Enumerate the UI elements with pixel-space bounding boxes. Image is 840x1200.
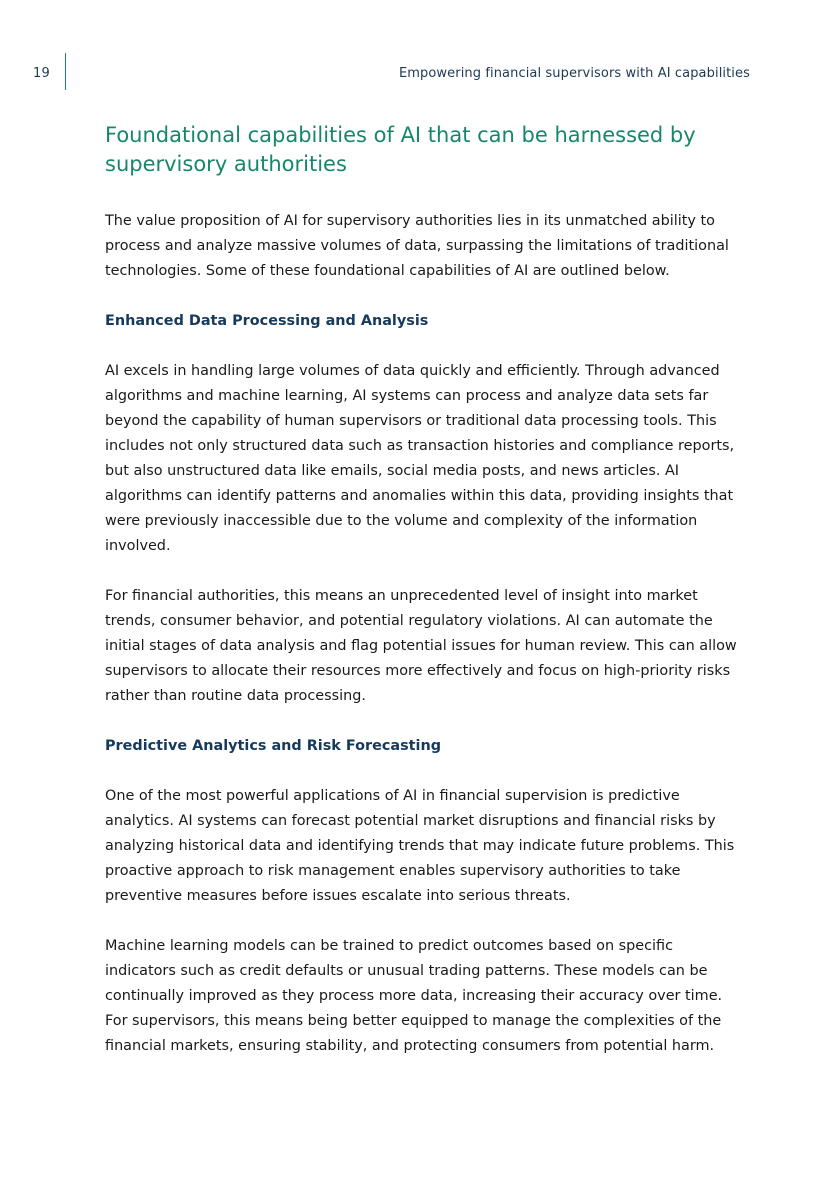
subsection-data-processing: [105, 309, 745, 709]
subsection-heading: Predictive Analytics and Risk Forecasting: [105, 738, 442, 754]
body-paragraph: AI excels in handling large volumes of data quickly and efficiently. Through advanced algorithms and machine learning, AI systems can process and analyze data sets far beyond the capability of human supervisors or traditional data processing tools. This includes not only structured data such as transaction histories and compliance reports, but also unstructured data like emails, social media posts, and news articles. AI algorithms can identify patterns and anomalies within this data, providing insights that were previously inaccessible due to the volume and complexity of the information involved.: [105, 363, 735, 554]
header-divider: [65, 53, 66, 90]
subsection-predictive-analytics: [105, 734, 745, 1059]
section-title: Foundational capabilities of AI that can be harnessed by supervisory authorities: [105, 123, 696, 176]
body-paragraph: For financial authorities, this means an unprecedented level of insight into market trends, consumer behavior, and potential regulatory violations. AI can automate the initial stages of data analysis and flag potential issues for human review. This can allow supervisors to allocate their resources more effectively and focus on high-priority risks rather than routine data processing.: [105, 588, 737, 704]
body-paragraph: One of the most powerful applications of AI in financial supervision is predictive analytics. AI systems can forecast potential market disruptions and financial risks by analyzing historical data and identifying trends that may indicate future problems. This proactive approach to risk management enables supervisory authorities to take preventive measures before issues escalate into serious threats.: [105, 788, 735, 904]
body-paragraph: Machine learning models can be trained to predict outcomes based on specific indicators such as credit defaults or unusual trading patterns. These models can be continually improved as they process more data, increasing their accuracy over time. For supervisors, this means being better equipped to manage the complexities of the financial markets, ensuring stability, and protecting consumers from potential harm.: [105, 938, 723, 1054]
intro-paragraph: The value proposition of AI for supervisory authorities lies in its unmatched ability to process and analyze massive volumes of data, surpassing the limitations of traditional technologies. Some of these foundational capabilities of AI are outlined below.: [105, 213, 729, 279]
subsection-heading: Enhanced Data Processing and Analysis: [105, 313, 429, 329]
page-number: 19: [33, 66, 50, 81]
page-body: [105, 121, 745, 1084]
running-header-title: Empowering financial supervisors with AI capabilities: [398, 66, 750, 81]
